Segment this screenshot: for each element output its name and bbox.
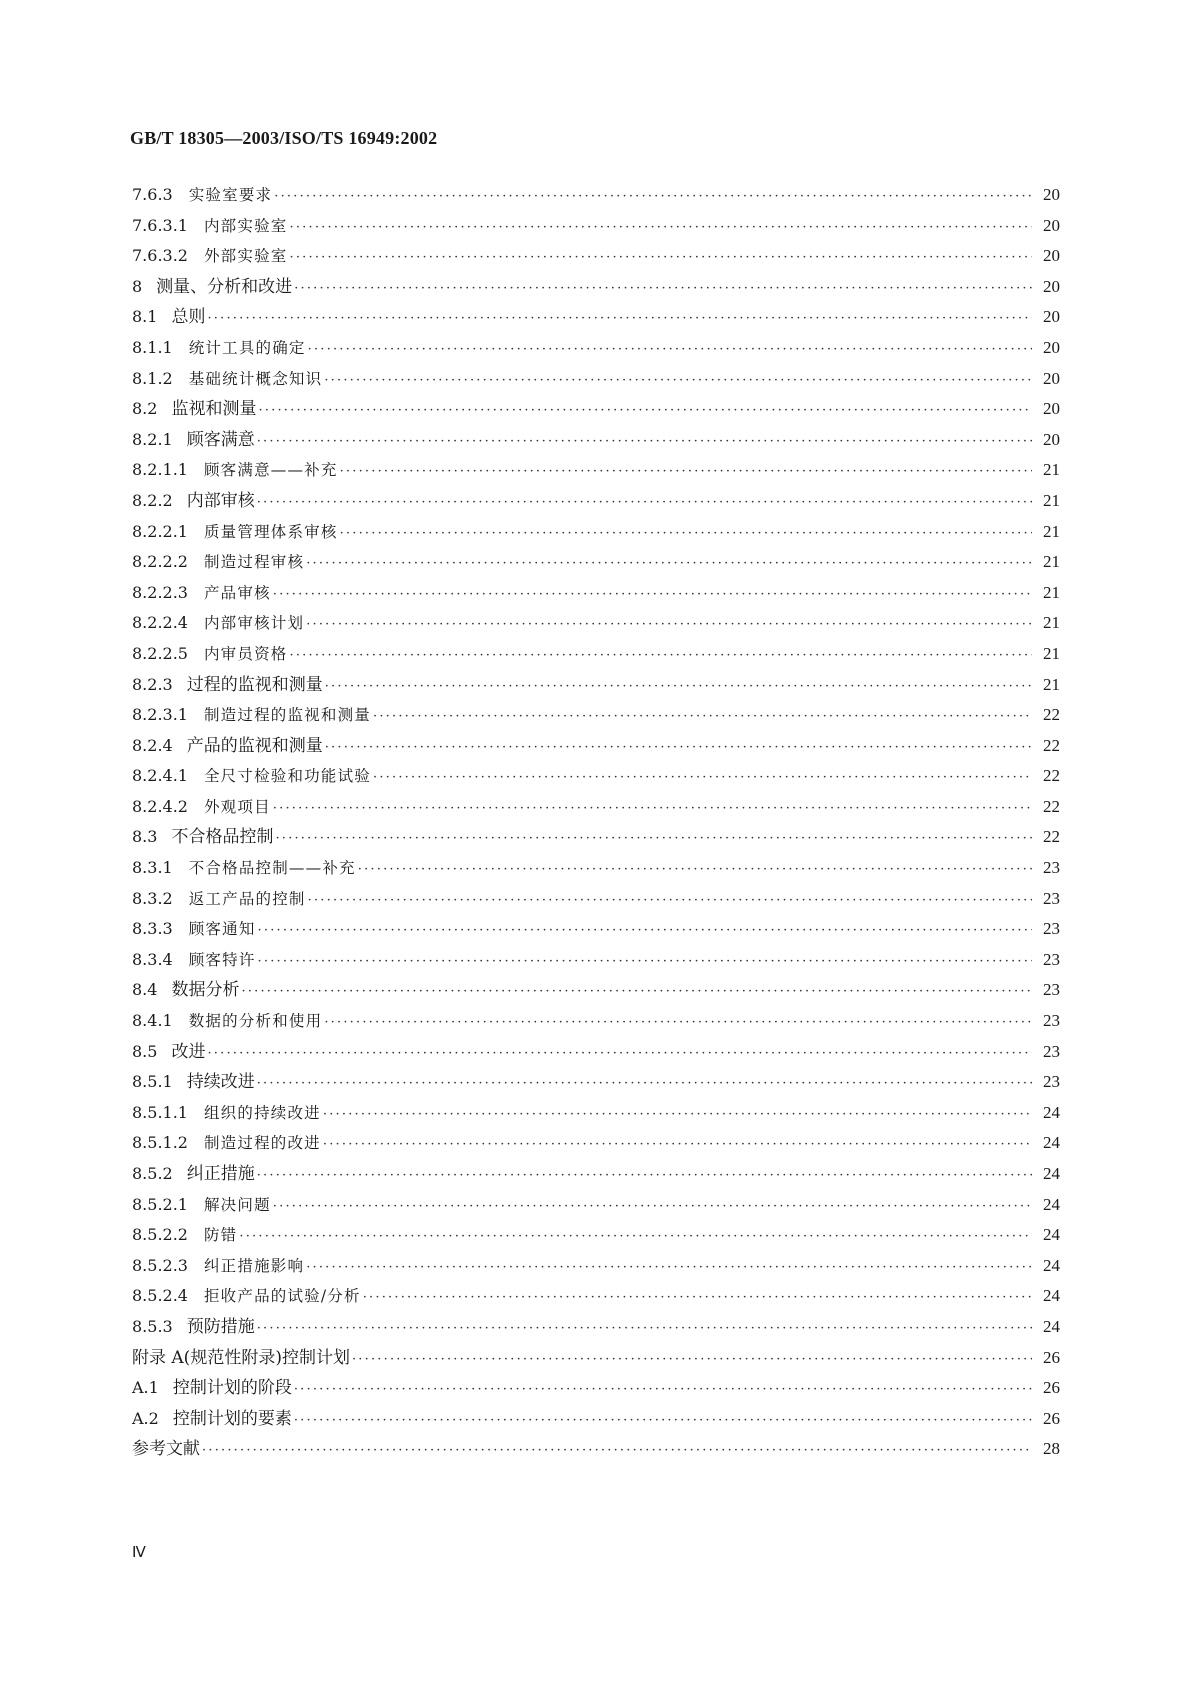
toc-dot-leader: [323, 1100, 1032, 1131]
toc-entry-number: 8.1.1: [132, 337, 173, 357]
toc-entry-number: 8.2.3.1: [132, 705, 188, 725]
toc-entry-page: 24: [1043, 1102, 1060, 1122]
toc-entry-title: 实验室要求: [188, 186, 273, 204]
toc-entry-page: 20: [1043, 215, 1060, 235]
toc-dot-leader: [257, 488, 1032, 519]
toc-entry[interactable]: [132, 1404, 1060, 1435]
toc-entry[interactable]: [132, 1037, 1060, 1068]
toc-entry-title: 顾客通知: [188, 920, 256, 939]
toc-dot-leader: [340, 519, 1032, 550]
toc-entry-page: 20: [1043, 307, 1060, 327]
toc-entry-page: 24: [1043, 1225, 1060, 1245]
toc-entry-title: 不合格品控制——补充: [188, 859, 356, 878]
toc-entry-number: 8.5.2: [132, 1164, 173, 1183]
toc-entry-title: 制造过程审核: [203, 553, 305, 572]
toc-entry[interactable]: [132, 1251, 1060, 1282]
toc-entry-title: 过程的监视和测量: [186, 674, 323, 695]
toc-entry[interactable]: [132, 1373, 1060, 1404]
toc-dot-leader: [373, 763, 1032, 794]
toc-entry-page: 24: [1043, 1255, 1060, 1275]
toc-entry[interactable]: [132, 1067, 1060, 1098]
toc-entry-page: 21: [1043, 643, 1060, 663]
toc-entry-title: 顾客特许: [188, 950, 256, 969]
toc-entry-page: 23: [1043, 919, 1060, 939]
toc-entry-title: 内审员资格: [203, 644, 288, 663]
toc-entry[interactable]: [132, 1343, 1060, 1374]
toc-entry-page: 21: [1043, 613, 1060, 633]
toc-entry-number: 8.1: [132, 307, 158, 327]
toc-entry[interactable]: [132, 1434, 1060, 1465]
table-of-contents: [132, 180, 1060, 1465]
toc-entry[interactable]: [132, 1220, 1060, 1251]
toc-entry-number: 8.5.3: [132, 1316, 173, 1336]
toc-entry[interactable]: [132, 1128, 1060, 1159]
toc-entry-page: 21: [1043, 552, 1060, 572]
toc-entry-title: 纠正措施: [186, 1164, 255, 1184]
toc-entry-page: 24: [1043, 1133, 1060, 1153]
toc-dot-leader: [273, 580, 1032, 611]
toc-entry-page: 23: [1043, 888, 1060, 908]
toc-entry[interactable]: [132, 486, 1060, 517]
toc-entry-number: 8.2.2: [132, 490, 173, 510]
toc-entry-number: 8.2: [132, 399, 158, 419]
toc-entry-title: 数据分析: [171, 980, 240, 1001]
toc-entry-number: 8.2.4.2: [132, 796, 188, 816]
toc-dot-leader: [306, 1253, 1032, 1284]
toc-entry-page: 24: [1043, 1194, 1060, 1214]
toc-entry-page: 22: [1043, 766, 1060, 786]
toc-entry[interactable]: [132, 1281, 1060, 1312]
toc-entry[interactable]: [132, 272, 1060, 303]
toc-entry-page: 23: [1043, 1041, 1060, 1061]
toc-entry-title: 产品审核: [203, 583, 271, 602]
toc-entry-title: 质量管理体系审核: [203, 522, 338, 541]
toc-entry[interactable]: [132, 639, 1060, 670]
page-number: Ⅳ: [132, 1545, 146, 1561]
toc-entry-number: 8.1.2: [132, 368, 173, 388]
toc-entry-title: 控制计划的要素: [172, 1408, 292, 1429]
toc-entry-page: 20: [1043, 246, 1060, 266]
toc-entry-page: 23: [1043, 858, 1060, 878]
toc-entry-page: 21: [1043, 674, 1060, 694]
toc-entry-number: 8.5.2.2: [132, 1225, 188, 1245]
toc-entry[interactable]: [132, 700, 1060, 731]
toc-entry-title: 全尺寸检验和功能试验: [203, 767, 371, 786]
toc-entry[interactable]: [132, 731, 1060, 762]
toc-entry[interactable]: [132, 1159, 1060, 1190]
toc-dot-leader: [352, 1345, 1032, 1376]
toc-entry[interactable]: [132, 761, 1060, 792]
toc-entry-number: 8.2.2.1: [132, 521, 188, 541]
toc-entry-page: 21: [1043, 460, 1060, 480]
toc-entry-number: 8.5.2.4: [132, 1286, 188, 1306]
toc-entry-number: 8.5: [132, 1041, 158, 1061]
toc-entry-title: 基础统计概念知识: [188, 369, 323, 388]
toc-entry-page: 21: [1043, 582, 1060, 602]
toc-entry-title: 监视和测量: [171, 399, 257, 420]
toc-entry-page: 23: [1043, 980, 1060, 1000]
toc-entry[interactable]: [132, 853, 1060, 884]
toc-entry[interactable]: [132, 455, 1060, 486]
toc-dot-leader: [273, 794, 1032, 825]
toc-entry-number: 8.3.1: [132, 858, 173, 878]
toc-dot-leader: [294, 1406, 1032, 1437]
toc-entry[interactable]: [132, 1312, 1060, 1343]
toc-entry[interactable]: [132, 547, 1060, 578]
toc-dot-leader: [306, 549, 1032, 580]
toc-entry[interactable]: [132, 1006, 1060, 1037]
toc-entry-title: 制造过程的改进: [203, 1134, 321, 1153]
toc-entry-number: 8.2.1: [132, 429, 173, 449]
toc-entry-page: 20: [1043, 399, 1060, 419]
toc-entry[interactable]: [132, 180, 1060, 211]
toc-dot-leader: [257, 1069, 1032, 1100]
toc-entry-title: 内部审核计划: [203, 614, 305, 633]
toc-dot-leader: [324, 366, 1032, 397]
toc-entry-page: 26: [1043, 1408, 1060, 1428]
toc-dot-leader: [325, 733, 1032, 764]
toc-dot-leader: [306, 610, 1032, 641]
toc-dot-leader: [207, 304, 1032, 335]
toc-entry-page: 24: [1043, 1286, 1060, 1306]
toc-dot-leader: [274, 182, 1032, 213]
toc-entry-title: 返工产品的控制: [188, 889, 306, 908]
toc-entry-title: 参考文献: [132, 1439, 200, 1460]
toc-entry-number: A.1: [132, 1378, 159, 1398]
toc-entry-number: 7.6.3.1: [132, 215, 188, 235]
toc-entry-number: 8: [132, 276, 143, 296]
toc-entry-number: 8.5.1.2: [132, 1133, 188, 1153]
toc-dot-leader: [324, 1008, 1032, 1039]
toc-dot-leader: [308, 886, 1032, 917]
toc-dot-leader: [308, 335, 1032, 366]
toc-dot-leader: [258, 947, 1032, 978]
toc-dot-leader: [323, 1130, 1032, 1161]
toc-entry-title: 外部实验室: [203, 247, 288, 266]
toc-entry-number: 8.5.1.1: [132, 1102, 188, 1122]
toc-entry-title: 防错: [203, 1226, 238, 1245]
toc-entry-number: 8.4: [132, 980, 158, 1000]
toc-entry[interactable]: [132, 822, 1060, 853]
toc-entry-title: 外观项目: [203, 797, 271, 816]
toc-entry[interactable]: [132, 670, 1060, 701]
toc-entry-number: 8.3.3: [132, 919, 173, 939]
toc-entry-title: 控制计划的阶段: [172, 1378, 292, 1399]
toc-dot-leader: [258, 916, 1032, 947]
toc-entry-number: 8.2.1.1: [132, 460, 188, 480]
toc-entry-page: 26: [1043, 1378, 1060, 1398]
toc-dot-leader: [275, 824, 1032, 855]
toc-entry-page: 22: [1043, 796, 1060, 816]
toc-entry[interactable]: [132, 578, 1060, 609]
toc-dot-leader: [373, 702, 1032, 733]
toc-entry-page: 21: [1043, 521, 1060, 541]
toc-entry-title: 内部审核: [186, 490, 255, 511]
toc-entry[interactable]: [132, 333, 1060, 364]
toc-entry[interactable]: [132, 975, 1060, 1006]
toc-entry-number: 8.2.4: [132, 735, 173, 755]
toc-entry[interactable]: [132, 884, 1060, 915]
toc-dot-leader: [257, 1314, 1032, 1345]
toc-entry-page: 24: [1043, 1164, 1060, 1183]
toc-entry-page: 23: [1043, 949, 1060, 969]
toc-entry-title: 顾客满意——补充: [203, 461, 338, 480]
toc-dot-leader: [202, 1436, 1032, 1467]
toc-entry-title: 内部实验室: [203, 216, 288, 235]
toc-dot-leader: [241, 977, 1032, 1008]
toc-entry-page: 28: [1043, 1439, 1060, 1459]
toc-dot-leader: [207, 1039, 1032, 1070]
toc-entry-title: 改进: [171, 1041, 206, 1062]
toc-entry-number: 8.5.1: [132, 1072, 173, 1092]
toc-entry-page: 20: [1043, 185, 1060, 204]
toc-entry-number: 8.5.2.1: [132, 1194, 188, 1214]
toc-entry-number: 8.2.4.1: [132, 766, 188, 786]
toc-entry-title: 统计工具的确定: [188, 338, 306, 357]
toc-entry-number: 8.3.2: [132, 888, 173, 908]
toc-entry[interactable]: [132, 608, 1060, 639]
toc-entry-page: 23: [1043, 1011, 1060, 1031]
toc-entry-page: 21: [1043, 490, 1060, 510]
toc-entry-number: 8.5.2.3: [132, 1255, 188, 1275]
toc-entry[interactable]: [132, 302, 1060, 333]
toc-entry-title: 顾客满意: [186, 429, 255, 450]
toc-entry[interactable]: [132, 211, 1060, 242]
standard-header: GB/T 18305—2003/ISO/TS 16949:2002: [130, 128, 438, 148]
toc-dot-leader: [290, 641, 1033, 672]
toc-entry-number: 8.2.2.3: [132, 582, 188, 602]
toc-entry[interactable]: [132, 945, 1060, 976]
toc-dot-leader: [294, 274, 1032, 305]
toc-entry-title: 持续改进: [186, 1072, 255, 1093]
toc-entry-number: A.2: [132, 1408, 159, 1428]
toc-entry-number: 8.4.1: [132, 1011, 173, 1031]
toc-dot-leader: [257, 1161, 1032, 1192]
toc-dot-leader: [340, 457, 1032, 488]
toc-entry[interactable]: [132, 364, 1060, 395]
toc-entry-title: 测量、分析和改进: [156, 276, 293, 297]
toc-dot-leader: [273, 1192, 1032, 1223]
toc-dot-leader: [290, 213, 1033, 244]
toc-entry-number: 8.2.3: [132, 674, 173, 694]
toc-entry[interactable]: [132, 792, 1060, 823]
toc-entry-title: 总则: [171, 307, 206, 328]
toc-entry-title: 制造过程的监视和测量: [203, 706, 371, 725]
toc-entry-title: 不合格品控制: [171, 827, 274, 848]
toc-dot-leader: [294, 1375, 1032, 1406]
toc-entry-page: 20: [1043, 368, 1060, 388]
toc-entry-title: 预防措施: [186, 1316, 255, 1337]
toc-dot-leader: [257, 427, 1032, 458]
toc-entry[interactable]: [132, 517, 1060, 548]
toc-entry-title: 附录 A(规范性附录)控制计划: [132, 1347, 350, 1368]
toc-entry-page: 20: [1043, 429, 1060, 449]
toc-dot-leader: [290, 243, 1033, 274]
toc-dot-leader: [258, 396, 1032, 427]
toc-entry-page: 24: [1043, 1316, 1060, 1336]
toc-entry-page: 20: [1043, 337, 1060, 357]
toc-entry-number: 8.2.2.5: [132, 643, 188, 663]
toc-entry[interactable]: [132, 1190, 1060, 1221]
toc-entry-number: 8.2.2.4: [132, 613, 188, 633]
toc-entry[interactable]: [132, 425, 1060, 456]
toc-entry-number: 7.6.3: [132, 185, 173, 204]
toc-entry-title: 拒收产品的试验/分析: [203, 1287, 361, 1306]
toc-entry-number: 8.2.2.2: [132, 552, 188, 572]
toc-entry-number: 8.3.4: [132, 949, 173, 969]
toc-entry-number: 7.6.3.2: [132, 246, 188, 266]
toc-entry[interactable]: [132, 914, 1060, 945]
toc-entry-page: 23: [1043, 1072, 1060, 1092]
toc-entry[interactable]: [132, 1098, 1060, 1129]
toc-entry-page: 26: [1043, 1347, 1060, 1367]
toc-entry[interactable]: [132, 241, 1060, 272]
toc-dot-leader: [358, 855, 1032, 886]
toc-dot-leader: [363, 1283, 1032, 1314]
toc-entry-title: 解决问题: [203, 1195, 271, 1214]
toc-entry-page: 22: [1043, 705, 1060, 725]
toc-dot-leader: [325, 672, 1032, 703]
toc-entry-title: 纠正措施影响: [203, 1256, 305, 1275]
toc-entry[interactable]: [132, 394, 1060, 425]
toc-entry-title: 数据的分析和使用: [188, 1012, 323, 1031]
toc-entry-page: 22: [1043, 735, 1060, 755]
toc-entry-page: 20: [1043, 276, 1060, 296]
toc-entry-page: 22: [1043, 827, 1060, 847]
toc-entry-number: 8.3: [132, 827, 158, 847]
toc-dot-leader: [239, 1222, 1032, 1253]
toc-entry-title: 组织的持续改进: [203, 1103, 321, 1122]
toc-entry-title: 产品的监视和测量: [186, 735, 323, 756]
